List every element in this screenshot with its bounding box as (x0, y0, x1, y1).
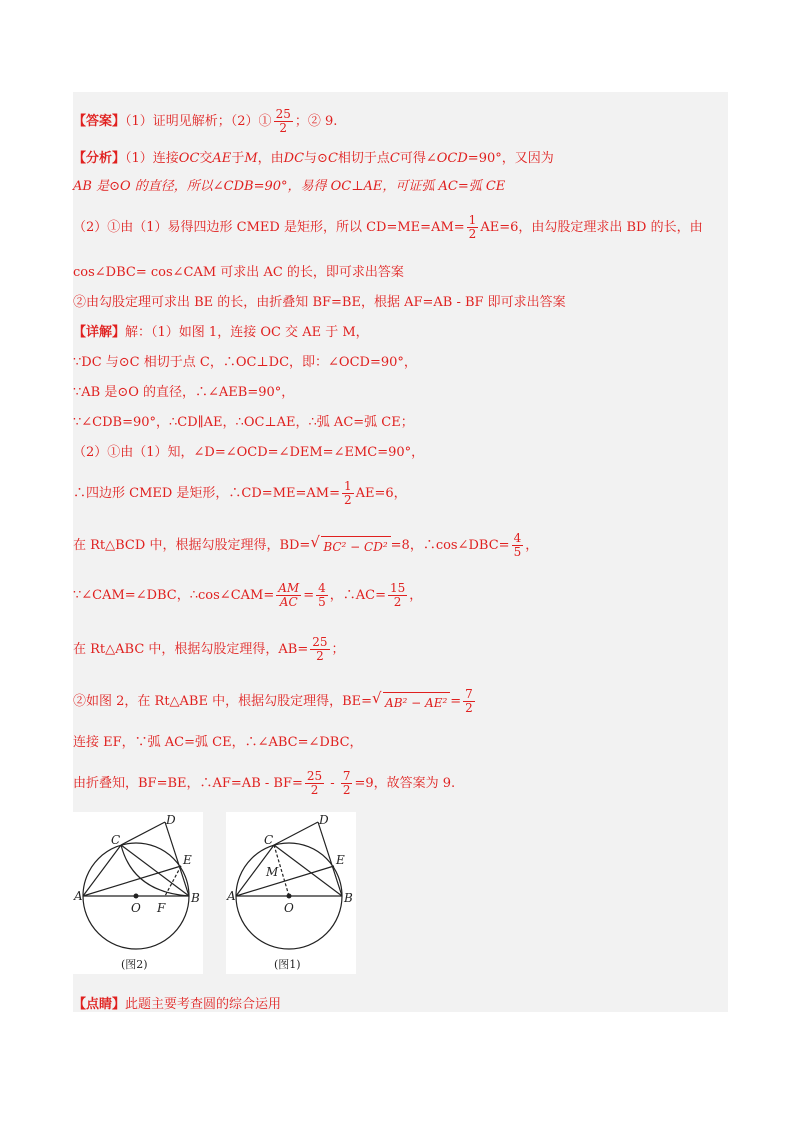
figure-2 (73, 812, 203, 974)
text: 于 (231, 151, 245, 166)
text: = (450, 694, 462, 709)
fraction-numerator: 25 (275, 107, 291, 121)
analysis-line-1 (73, 150, 554, 168)
detail-tag: 【详解】 (73, 325, 126, 340)
segment-cb (274, 845, 342, 896)
math-var: C (389, 151, 400, 166)
detail-fraction (512, 532, 524, 559)
detail-line-12 (73, 770, 455, 797)
detail-line-7 (73, 532, 538, 559)
math-var: OC (178, 151, 200, 166)
text: - (326, 776, 339, 791)
detail-fraction (342, 480, 354, 507)
label-a: A (74, 889, 83, 903)
analysis-line-4: cos∠DBC= cos∠CAM 可求出 AC 的长，即可求出答案 (73, 265, 404, 280)
fraction-numerator: 25 (306, 769, 323, 783)
answer-line (73, 108, 337, 135)
text: =8，∴cos∠DBC= (390, 538, 510, 553)
text: = (303, 588, 315, 603)
figure-2-diagram (73, 812, 203, 974)
analysis-line-3 (73, 214, 703, 241)
comment-tag: 【点睛】 (73, 997, 126, 1012)
detail-line-9 (73, 636, 345, 663)
text: （1）连接 (125, 151, 179, 166)
detail-fraction (341, 770, 353, 797)
text: ∵∠CAM=∠DBC，∴cos∠CAM= (73, 588, 275, 603)
label-a: A (227, 889, 236, 903)
text: ∴四边形 CMED 是矩形，∴CD=ME=AM= (73, 486, 340, 501)
math-var: AE (212, 151, 232, 166)
detail-fraction (276, 582, 301, 609)
sqrt-expression (310, 532, 390, 556)
segment-cd (274, 822, 318, 845)
text: 相切于点 (337, 151, 390, 166)
text: ； (331, 642, 345, 657)
text: 在 Rt△ABC 中，根据勾股定理得，AB= (73, 642, 309, 657)
sqrt-icon: √ (310, 532, 320, 551)
fraction-numerator: 4 (513, 531, 522, 545)
analysis-fraction (467, 214, 479, 241)
comment-text: 此题主要考查圆的综合运用 (125, 997, 282, 1012)
text: （2）①由（1）易得四边形 CMED 是矩形，所以 CD=ME=AM= (73, 220, 465, 235)
detail-line-6 (73, 480, 407, 507)
fraction-denominator: 2 (468, 227, 477, 241)
figure-1-diagram (226, 812, 356, 974)
math-var: OCD (436, 151, 468, 166)
detail-line-11: 连接 EF，∵弧 AC=弧 CE，∴∠ABC=∠DBC， (73, 735, 363, 750)
fraction-numerator: 1 (468, 213, 477, 227)
text: =9，故答案为 9. (354, 776, 456, 791)
fraction-denominator: 2 (343, 493, 352, 507)
text: 可得∠ (399, 151, 437, 166)
analysis-tag: 【分析】 (73, 151, 126, 166)
math-var: M (244, 151, 258, 166)
center-dot (287, 894, 292, 899)
detail-line-10 (73, 688, 477, 715)
fraction-denominator: 2 (279, 121, 288, 135)
text: 交 (199, 151, 213, 166)
figure-1-caption: (图1) (274, 958, 301, 971)
label-o: O (131, 901, 141, 915)
figure-1 (226, 812, 356, 974)
label-b: B (344, 891, 353, 905)
answer-fraction (274, 108, 293, 135)
fraction-denominator: 2 (342, 783, 351, 797)
detail-fraction (388, 582, 407, 609)
fraction-numerator: 15 (389, 581, 406, 595)
text: AE=6， (355, 486, 407, 501)
fraction-denominator: AC (279, 595, 298, 609)
detail-fraction (463, 688, 475, 715)
detail-line-8 (73, 582, 422, 609)
answer-text: （1）证明见解析；（2）① (125, 114, 272, 129)
sqrt-icon: √ (372, 688, 382, 707)
label-o: O (284, 901, 294, 915)
label-d: D (166, 813, 176, 827)
answer-tag: 【答案】 (73, 114, 126, 129)
radicand: BC² − CD² (321, 536, 390, 556)
detail-fraction (310, 636, 329, 663)
fraction-numerator: 7 (342, 769, 351, 783)
label-m: M (266, 865, 279, 879)
detail-line-3: ∵AB 是⊙O 的直径，∴∠AEB=90°， (73, 385, 295, 400)
text: =90°，又因为 (467, 151, 554, 166)
text: 在 Rt△BCD 中，根据勾股定理得，BD= (73, 538, 311, 553)
text: ， (409, 588, 423, 603)
fraction-numerator: 4 (318, 581, 326, 595)
detail-line-2: ∵DC 与⊙C 相切于点 C，∴OC⊥DC，即：∠OCD=90°， (73, 355, 417, 370)
fraction-denominator: 5 (513, 545, 522, 559)
fraction-denominator: 2 (310, 783, 319, 797)
detail-fraction (305, 770, 324, 797)
detail-line-4: ∵∠CDB=90°，∴CD∥AE，∴OC⊥AE，∴弧 AC=弧 CE； (73, 415, 414, 430)
label-e: E (336, 853, 345, 867)
text: ，由 (257, 151, 284, 166)
sqrt-expression (372, 688, 450, 712)
label-f: F (157, 901, 166, 915)
analysis-line-2: AB 是⊙O 的直径，所以∠CDB=90°，易得 OC⊥AE，可证弧 AC=弧 CE (73, 179, 506, 194)
fraction-denominator: 2 (465, 701, 473, 715)
math-var: C (327, 151, 338, 166)
comment-line (73, 996, 281, 1014)
text: 与⊙ (304, 151, 328, 166)
fraction-numerator: 25 (312, 635, 328, 649)
fraction-numerator: 1 (343, 479, 352, 493)
fraction-denominator: 5 (318, 595, 326, 609)
fraction-numerator: 7 (465, 687, 473, 701)
label-c: C (264, 833, 274, 847)
detail-line-5: （2）①由（1）知，∠D=∠OCD=∠DEM=∠EMC=90°， (73, 445, 425, 460)
radicand: AB² − AE² (383, 692, 450, 712)
analysis-line-5: ②由勾股定理可求出 BE 的长，由折叠知 BF=BE，根据 AF=AB - BF 即可求出答案 (73, 295, 566, 310)
fraction-denominator: 2 (316, 649, 324, 663)
text: ， (525, 538, 539, 553)
fraction-denominator: 2 (393, 595, 402, 609)
text: 解：（1）如图 1，连接 OC 交 AE 于 M， (125, 325, 369, 340)
answer-text-2: ；② 9. (294, 114, 338, 129)
text: 由折叠知，BF=BE，∴AF=AB - BF= (73, 776, 303, 791)
math-var: DC (283, 151, 305, 166)
figure-2-caption: (图2) (121, 958, 148, 971)
text: AE=6，由勾股定理求出 BD 的长，由 (480, 220, 703, 235)
fraction-numerator: AM (278, 581, 300, 595)
label-b: B (191, 891, 200, 905)
segment-cd (121, 822, 165, 845)
segment-ac (83, 845, 121, 896)
label-c: C (111, 833, 121, 847)
center-dot (134, 894, 139, 899)
detail-line-1 (73, 324, 369, 342)
label-e: E (183, 853, 192, 867)
detail-fraction (316, 582, 328, 609)
text: ②如图 2，在 Rt△ABE 中，根据勾股定理得，BE= (73, 694, 373, 709)
label-d: D (319, 813, 329, 827)
text: ，∴AC= (329, 588, 386, 603)
